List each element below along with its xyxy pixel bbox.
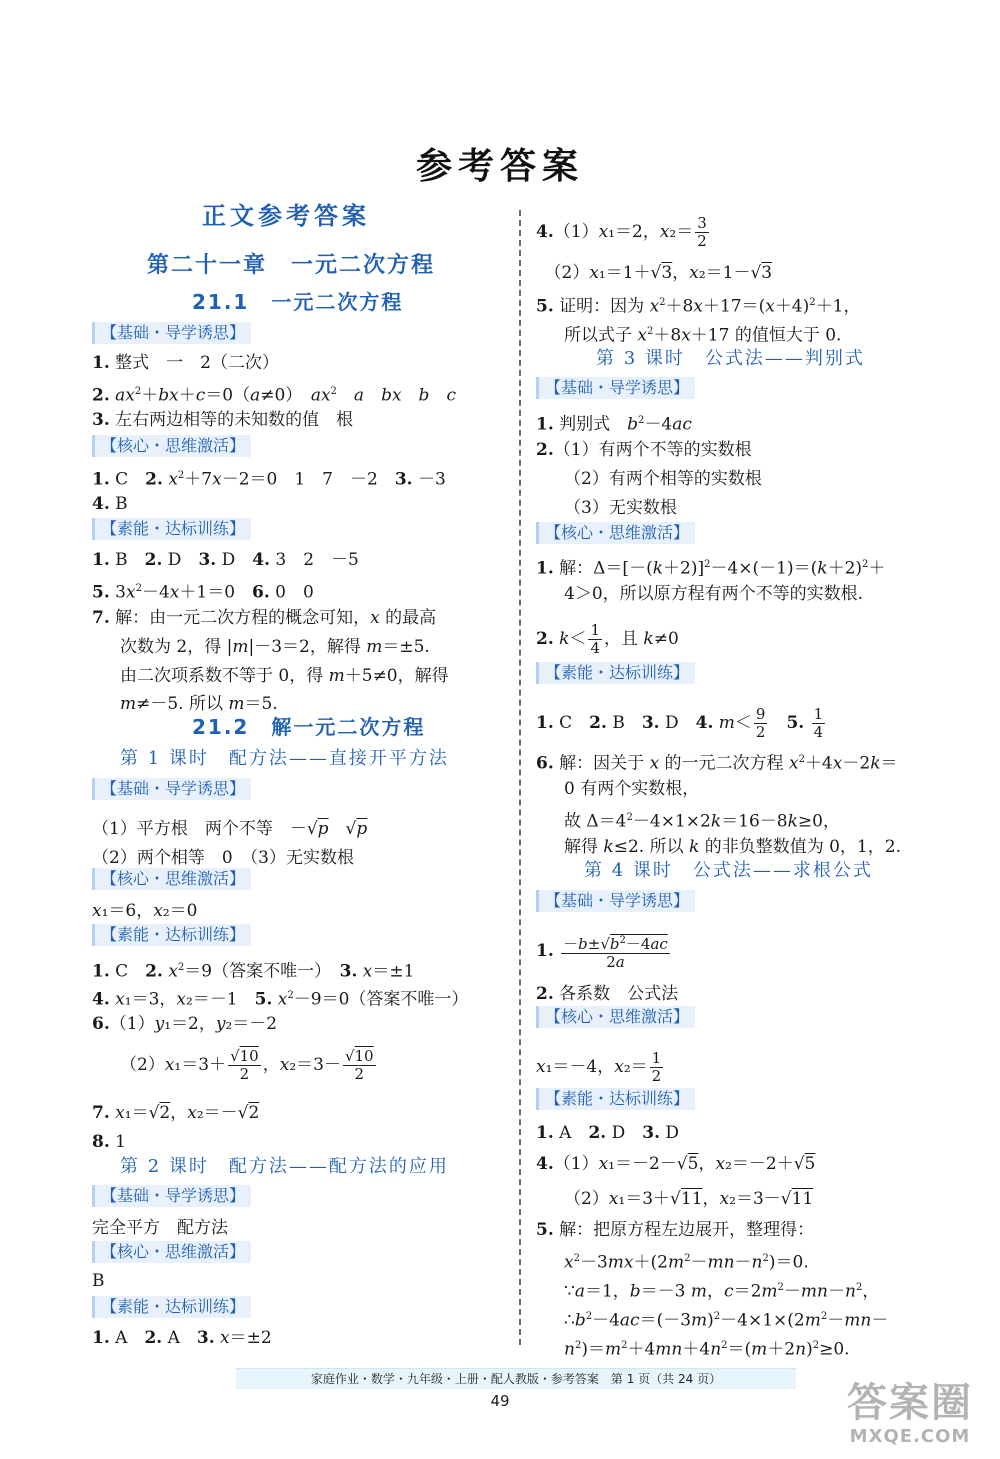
answer-line: （2）x₁＝1＋√3，x₂＝1－√3 [536,263,773,283]
answer-line: 6. 解：因关于 x 的一元二次方程 $x^2+4x-2k=$ [536,753,898,774]
answer-line: 2. $ax^2+bx+c=0(a\ne 0)$ $ax^2$ a bx b c [92,385,456,406]
lesson-heading: 第 1 课时 配方法——直接开平方法 [120,748,449,769]
answer-line: 次数为 2，得 |m|－3＝2，解得 m＝±5. [120,637,430,657]
answer-line: 7. 解：由一元二次方程的概念可知，x 的最高 [92,608,437,628]
answer-line: （3）无实数根 [564,498,677,518]
section-tag: 【素能・达标训练】 [92,1296,251,1318]
section-tag: 【基础・导学诱思】 [92,778,251,800]
section-heading: 21.2 解一元二次方程 [192,715,426,739]
answer-line: 5. 证明：因为 $x^2+8x+17=(x+4)^2+1$， [536,296,861,317]
answer-line: 2.（1）有两个不等的实数根 [536,440,752,460]
answer-line: 由二次项系数不等于 0，得 m＋5≠0，解得 [120,666,449,686]
answer-line: 0 有两个实数根， [564,779,700,799]
section-tag: 【素能・达标训练】 [536,1088,695,1110]
answer-line: 完全平方 配方法 [92,1218,228,1238]
answer-line: B [92,1271,105,1291]
answer-line: 2. 各系数 公式法 [536,984,679,1004]
lesson-heading: 第 3 课时 公式法——判别式 [596,348,865,369]
answer-line: 1. A 2. D 3. D [536,1123,680,1143]
answer-line: m≠－5. 所以 m＝5. [120,694,278,714]
page-title: 参考答案 [415,146,584,187]
section-tag: 【核心・思维激活】 [536,522,695,544]
answer-line: $x^2-3mx+(2m^2-mn-n^2)=0$. [564,1252,809,1273]
answer-line: 1. C 2. B 3. D 4. m＜ $\frac{9}{2}$ 5. $\frac{1}{4}$ [536,705,824,741]
answer-line: （2）两个相等 0 （3）无实数根 [92,848,354,868]
lesson-heading: 第 2 课时 配方法——配方法的应用 [120,1156,449,1177]
answer-line: ∵a＝1，b＝－3 m，$c=2m^2-mn-n^2$， [564,1281,880,1302]
chapter-heading: 第二十一章 一元二次方程 [147,253,436,278]
answer-line: （1）平方根 两个不等 －√p √p [92,819,368,839]
section-tag: 【核心・思维激活】 [92,435,251,457]
answer-line: 1. 解：$\Delta=[-(k+2)]^2-4\times(-1)=(k+2)^2+$ [536,558,886,579]
answer-line: 1. C 2. $x^2=9$（答案不唯一） 3. x＝±1 [92,961,415,982]
watermark-url: MXQE.COM [849,1426,971,1447]
answer-line: 2. k＜ $\frac{1}{4}$ ，且 k≠0 [536,621,679,657]
answer-line: 5. 解：把原方程左边展开，整理得： [536,1220,815,1240]
answer-line: 故 $\Delta=4^2-4\times 1\times 2k=16-8k\ge 0$， [564,811,840,832]
section-tag: 【基础・导学诱思】 [536,377,695,399]
answer-line: （2）x₁＝3＋√11，x₂＝3－√11 [564,1189,814,1209]
answer-line: 4. x₁＝3，x₂＝－1 5. $x^2-9=0$（答案不唯一） [92,989,469,1010]
answer-line: 4. B [92,494,128,514]
answer-line: 7. x₁＝√2，x₂＝－√2 [92,1103,260,1123]
section-tag: 【素能・达标训练】 [92,518,251,540]
answer-line: 1. A 2. A 3. x＝±2 [92,1328,272,1348]
answer-line: 4.（1）x₁＝－2－√5，x₂＝－2＋√5 [536,1154,816,1174]
section-heading: 21.1 一元二次方程 [192,290,404,314]
answer-line: 解得 k≤2. 所以 k 的非负整数值为 0，1，2. [564,837,901,857]
section-tag: 【核心・思维激活】 [536,1006,695,1028]
main-heading: 正文参考答案 [202,202,370,230]
answer-line: 1. 整式 一 2（二次） [92,353,279,373]
lesson-heading: 第 4 课时 公式法——求根公式 [584,860,873,881]
section-tag: 【素能・达标训练】 [92,924,251,946]
answer-line: 1. B 2. D 3. D 4. 3 2 －5 [92,550,359,570]
section-tag: 【基础・导学诱思】 [92,322,251,344]
section-tag: 【素能・达标训练】 [536,662,695,684]
answer-line: 1. C 2. $x^2+7x-2=0$ 1 7 －2 3. －3 [92,469,446,490]
answer-line: x₁＝6，x₂＝0 [92,901,198,921]
section-tag: 【核心・思维激活】 [92,1241,251,1263]
section-tag: 【基础・导学诱思】 [536,890,695,912]
answer-line: $n^2)=m^2+4mn+4n^2=(m+2n)^2\ge 0$. [564,1339,850,1360]
answer-line: （2）有两个相等的实数根 [564,469,762,489]
section-tag: 【核心・思维激活】 [92,868,251,890]
answer-line: 1. 判别式 $b^2-4ac$ [536,414,692,435]
answer-line: x₁＝－4，x₂＝ $\frac{1}{2}$ [536,1049,662,1085]
answer-line: 6.（1）y₁＝2，y₂＝－2 [92,1014,278,1034]
answer-line: 8. 1 [92,1132,126,1152]
footer-bar: 家庭作业・数学・九年级・上册・配人教版・参考答案 第 1 页（共 24 页） [236,1368,796,1389]
watermark-text: 答案圈 [847,1380,973,1426]
page-number: 49 [490,1392,510,1410]
answer-line: （2）x₁＝3＋ $\frac{√10}{2}$ ，x₂＝3－ $\frac{√10}{2}$ [120,1047,374,1083]
answer-line: 4＞0，所以原方程有两个不等的实数根. [564,584,864,604]
answer-line: 1. $\frac{-b\pm√b^2-4ac}{2a}$ [536,932,672,971]
section-tag: 【基础・导学诱思】 [92,1185,251,1207]
answer-line: 3. 左右两边相等的未知数的值 根 [92,410,354,430]
watermark-logo [830,1380,990,1454]
column-divider [519,210,521,1345]
answer-line: 所以式子 $x^2+8x+17$ 的值恒大于 0. [564,325,842,346]
answer-line: 4.（1）x₁＝2，x₂＝ $\frac{3}{2}$ [536,214,707,250]
answer-line: 5. $3x^2-4x+1=0$ 6. 0 0 [92,582,314,603]
answer-line: $\therefore b^2-4ac=(-3m)^2-4\times 1\times(2m^2-mn-$ [564,1310,889,1331]
